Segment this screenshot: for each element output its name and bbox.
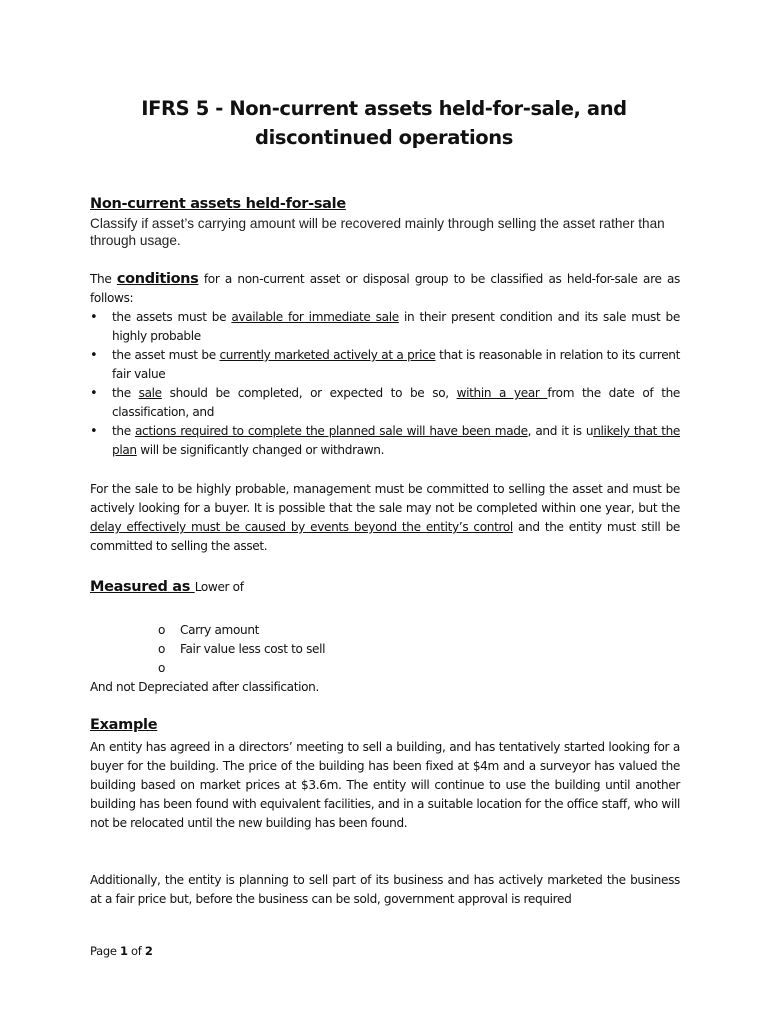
page-label: Page — [90, 944, 120, 958]
of-label: of — [127, 944, 145, 958]
section-summary: Classify if asset’s carrying amount will be recovered mainly through selling the asset rather than through usage. — [90, 216, 665, 248]
section-heading-held-for-sale: Non-current assets held-for-sale — [90, 196, 346, 212]
hollow-bullet-icon: o — [158, 623, 166, 637]
highly-probable-paragraph — [90, 480, 680, 556]
document-title — [90, 94, 678, 152]
measured-tail: Lower of — [194, 580, 244, 594]
condition-item: • the actions required to complete the planned sale will have been made, and it is unlikely that the plan will be significantly changed or withdrawn. — [90, 422, 680, 460]
not-depreciated-note: And not Depreciated after classification. — [90, 680, 319, 694]
example-paragraph-2: Additionally, the entity is planning to sell part of its business and has actively marketed the business at a fair price but, before the business can be sold, government approval is required — [90, 873, 680, 906]
measured-options-list — [90, 621, 680, 678]
page-number: 1 — [120, 944, 128, 958]
conditions-intro — [90, 270, 680, 308]
probable-underlined: delay effectively must be caused by events beyond the entity’s control — [90, 520, 513, 534]
condition-item: • the assets must be available for immediate sale in their present condition and its sale must be highly probable — [90, 308, 680, 346]
probable-post: and the entity must still be committed to selling the asset. — [90, 520, 680, 553]
measured-option-empty — [90, 659, 680, 678]
conditions-keyword: conditions — [116, 271, 199, 287]
intro-post: for a non-current asset or disposal group to be classified as held-for-sale are as follows: — [90, 272, 680, 305]
conditions-list — [90, 308, 680, 460]
example-paragraph-1: An entity has agreed in a directors’ meeting to sell a building, and has tentatively started looking for a buyer for the building. The price of the building has been fixed at $4m and a surveyor has valued the building based on market prices at $3.6m. The entity will continue to use the building until another building has been found with equivalent facilities, and in a suitable location for the office staff, who will not be relocated until the new building has been found. — [90, 740, 680, 830]
measured-heading-line — [90, 578, 680, 597]
hollow-bullet-icon: o — [158, 661, 166, 675]
measured-options-block — [90, 621, 680, 697]
title-line-1: IFRS 5 - Non-current assets held-for-sale, and — [141, 97, 627, 120]
intro-pre: The — [90, 272, 117, 286]
condition-item: • the sale should be completed, or expected to be so, within a year from the date of the classification, and — [90, 384, 680, 422]
conditions-block — [90, 270, 680, 460]
probable-pre: For the sale to be highly probable, management must be committed to selling the asset and must be actively looking for a buyer. It is possible that the sale may not be completed within one year, but the — [90, 482, 680, 515]
page-footer — [90, 944, 153, 958]
measured-block — [90, 578, 680, 597]
example-heading: Example — [90, 717, 158, 733]
page-total: 2 — [144, 944, 153, 958]
condition-item: • the asset must be currently marketed actively at a price that is reasonable in relation to its current fair value — [90, 346, 680, 384]
measured-option: o Carry amount — [90, 621, 680, 640]
hollow-bullet-icon: o — [158, 642, 166, 656]
measured-heading: Measured as — [90, 579, 195, 595]
measured-option: o Fair value less cost to sell — [90, 640, 680, 659]
title-line-2: discontinued operations — [255, 126, 513, 149]
